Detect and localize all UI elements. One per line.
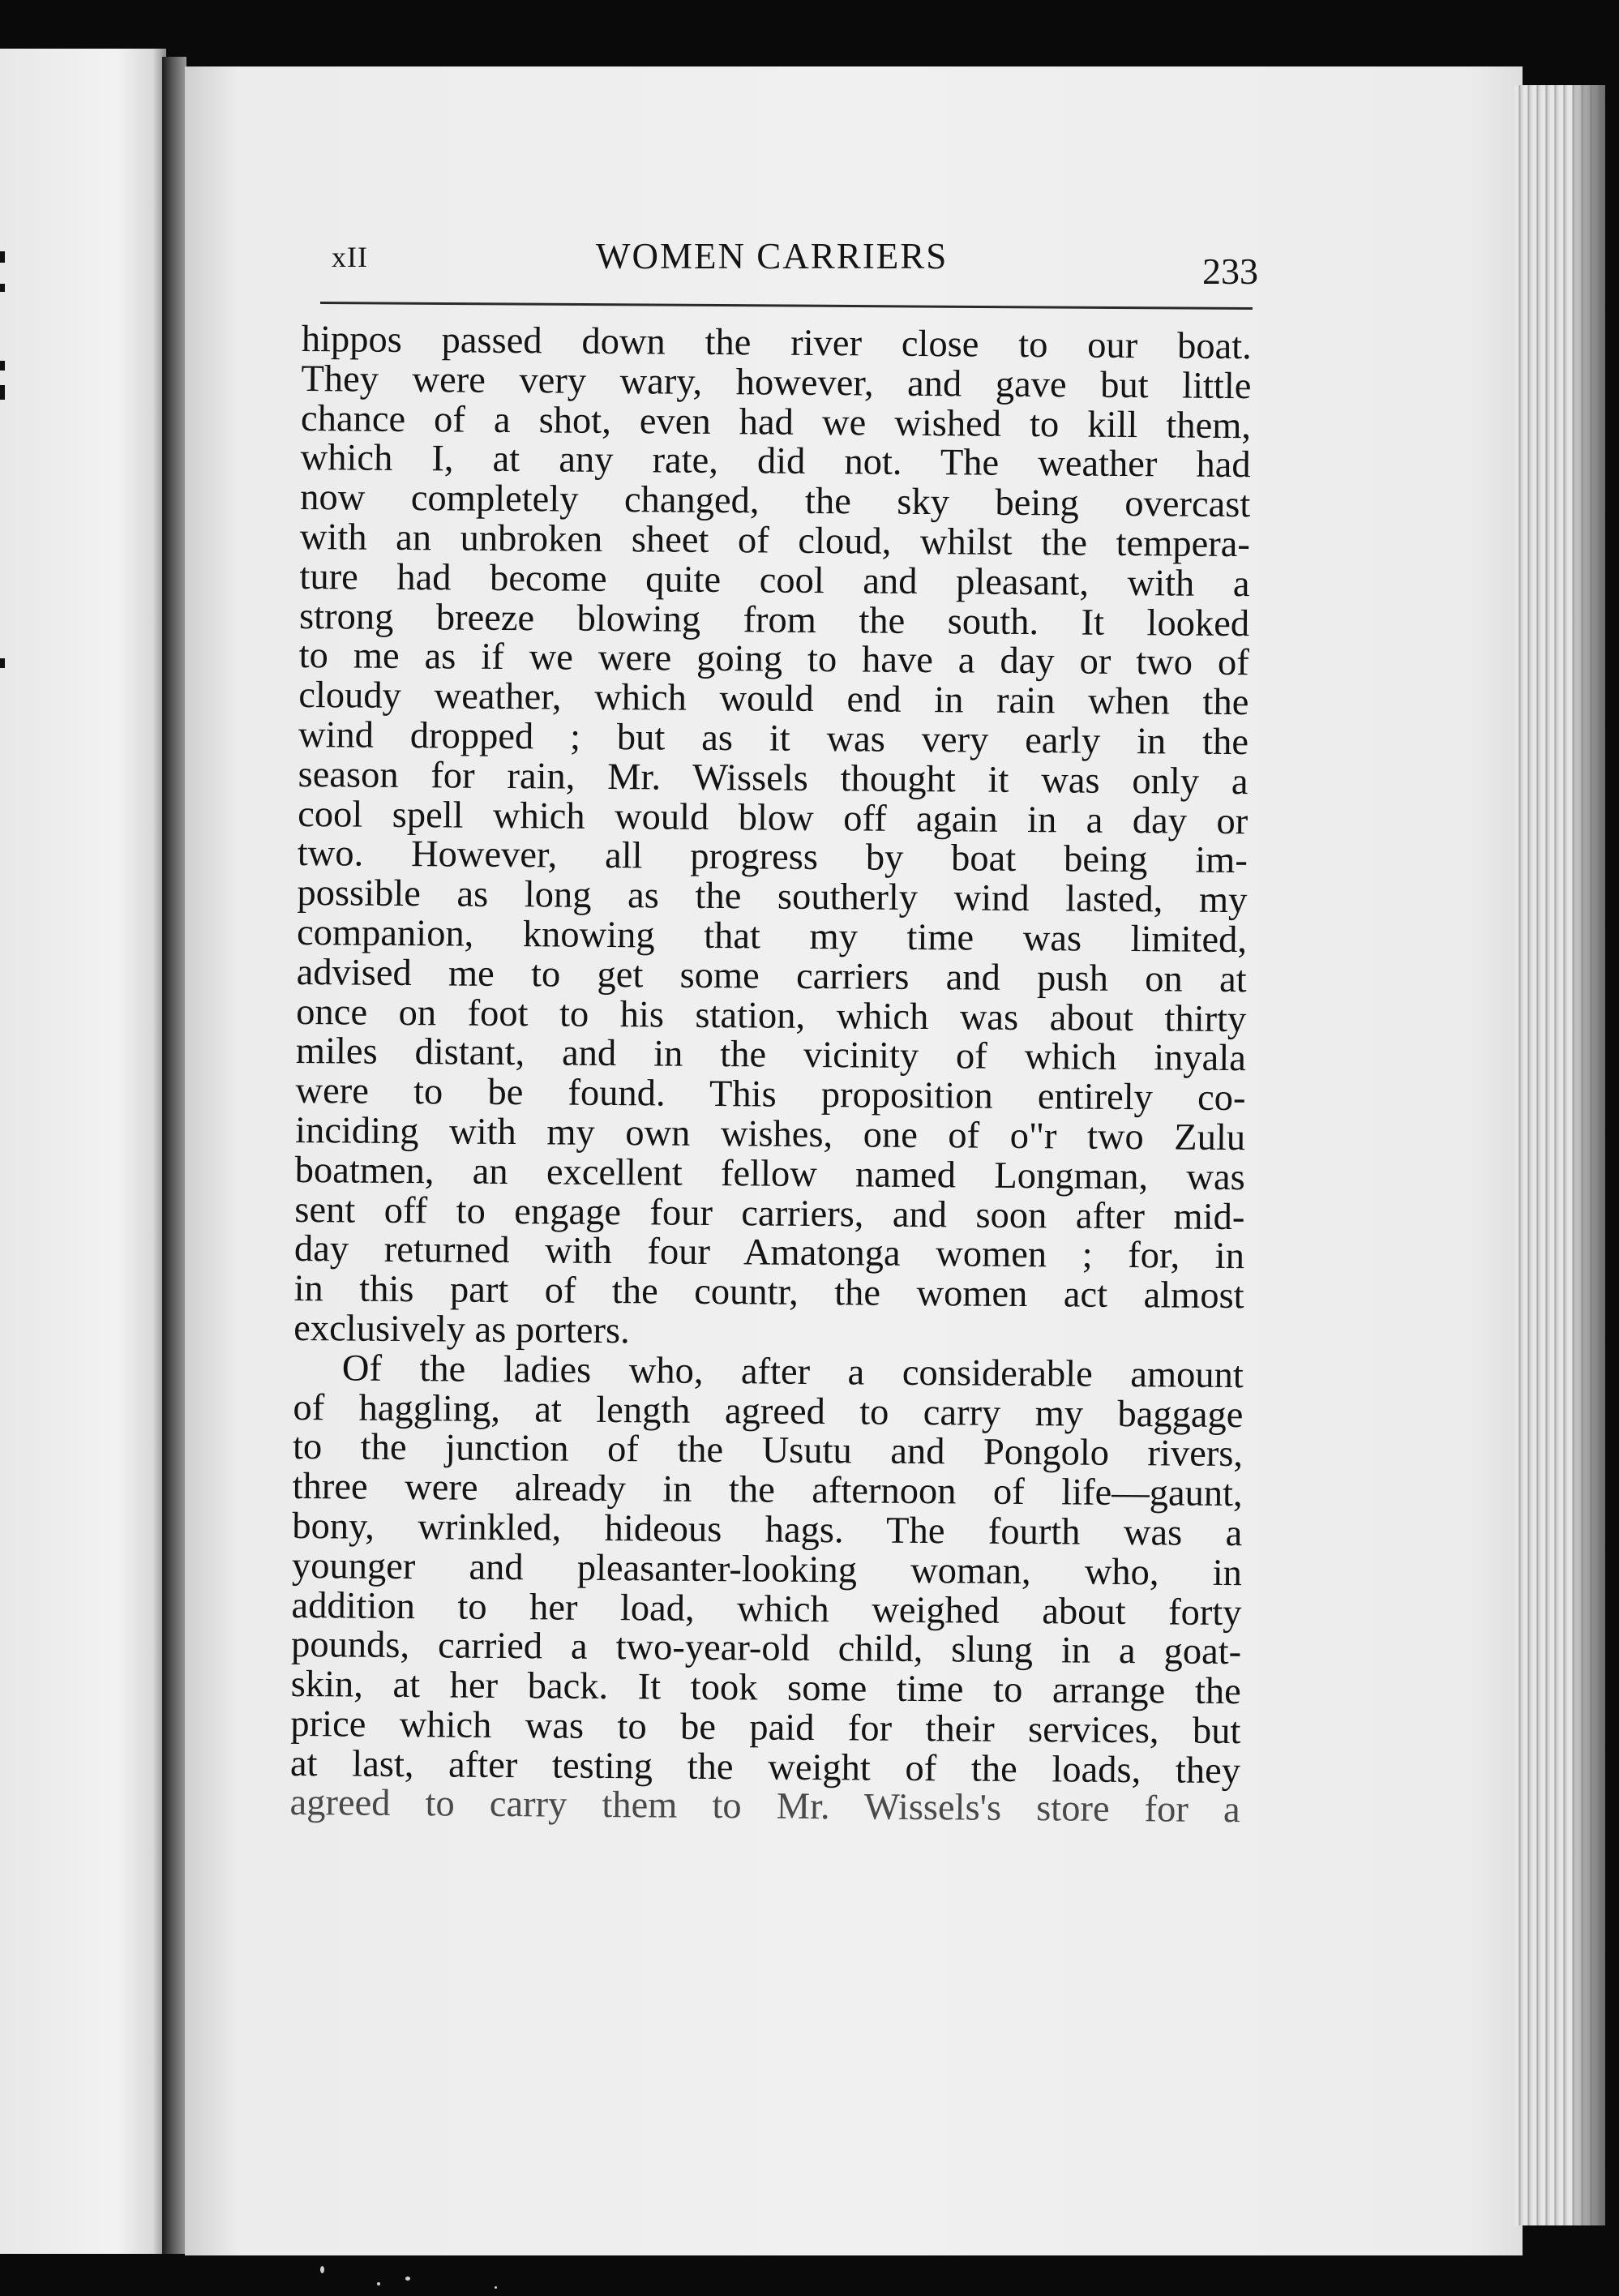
text-line: at last, after testing the weight of the loads, they [289,1742,1241,1792]
chapter-number: xII [332,241,368,273]
text-line: boatmen, an excellent fellow named Longman, was [294,1149,1245,1198]
text-line: They were very wary, however, and gave but little [301,358,1252,407]
text-line: season for rain, Mr. Wissels thought it was only a [298,753,1249,803]
text-line: were to be found. This proposition entirely co- [295,1070,1246,1120]
running-title: WOMEN CARRIERS [596,236,949,276]
text-line: strong breeze blowing from the south. It looked [298,595,1250,645]
paragraph-1 [293,320,1252,1356]
text-line: price which was to be paid for their services, but [290,1703,1241,1753]
text-line: to the junction of the Usutu and Pongolo rivers, [292,1426,1244,1476]
text-line: bony, wrinkled, hideous hags. The fourth was a [292,1505,1243,1555]
text-line: skin, at her back. It took some time to arrange the [290,1664,1241,1713]
text-line: with an unbroken sheet of cloud, whilst the tempera- [299,516,1251,566]
facing-page-edge [0,49,166,2254]
text-line: chance of a shot, even had we wished to kill them, [300,397,1252,447]
text-line: now completely changed, the sky being overcast [300,477,1251,526]
text-line: advised me to get some carriers and push on at [296,951,1247,1000]
text-line: agreed to carry them to Mr. Wissels's store for a [289,1782,1240,1831]
text-line: inciding with my own wishes, one of o"r two Zulu [294,1109,1246,1159]
paragraph-2 [289,1349,1244,1831]
text-line: sent off to engage four carriers, and soon after mid- [294,1189,1245,1238]
body-text [289,320,1252,1831]
text-line: day returned with four Amatonga women ; for, in [293,1228,1245,1278]
text-line: possible as long as the southerly wind lasted, my [297,872,1248,922]
spine-gutter-shadow [162,57,186,2254]
text-line: which I, at any rate, did not. The weather had [300,437,1251,486]
page-header [320,235,1258,300]
text-line: cloudy weather, which would end in rain when the [298,675,1249,724]
text-line: in this part of the countr, the women act almost [293,1268,1244,1317]
text-line: two. However, all progress by boat being im- [297,833,1248,882]
text-line: once on foot to his station, which was about thirty [296,991,1247,1040]
text-line: to me as if we were going to have a day or two of [298,635,1249,684]
page-edge-stack [1514,85,1605,2225]
text-line: companion, knowing that my time was limited, [296,911,1248,962]
text-line: miles distant, and in the vicinity of which inyala [295,1030,1247,1080]
text-line: three were already in the afternoon of life—gaunt, [292,1466,1243,1515]
text-line: pounds, carried a two-year-old child, slung in a goat- [290,1624,1242,1673]
text-line: addition to her load, which weighed about forty [291,1584,1242,1634]
text-line: wind dropped ; but as it was very early in the [298,713,1249,764]
text-line: hippos passed down the river close to our boat. [301,319,1252,368]
text-line: cool spell which would blow off again in a day or [298,793,1249,842]
page-number: 233 [1202,251,1258,292]
text-line: Of the ladies who, after a considerable amount [341,1347,1244,1396]
text-line: exclusively as porters. [293,1307,630,1352]
text-line: of haggling, at length agreed to carry my baggage [293,1386,1244,1436]
text-line: younger and pleasanter-looking woman, who, in [291,1544,1243,1594]
text-line: ture had become quite cool and pleasant, with a [299,555,1250,605]
